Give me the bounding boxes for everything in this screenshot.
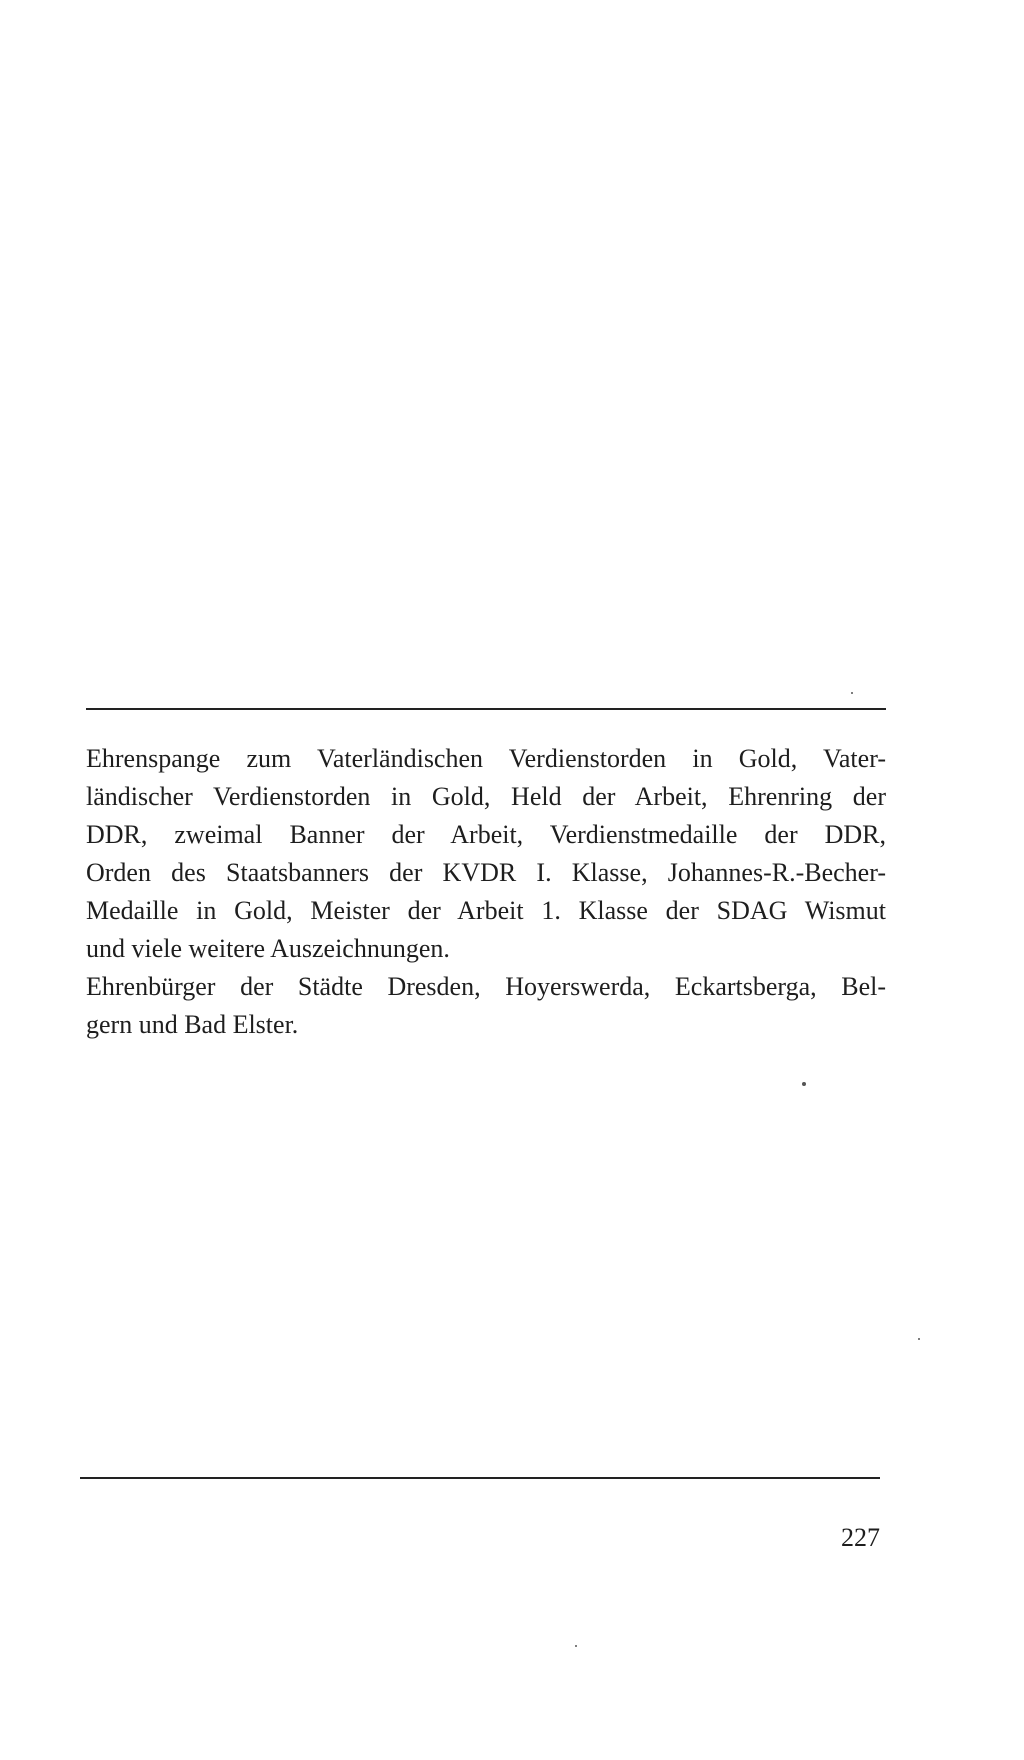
text-line: DDR, zweimal Banner der Arbeit, Verdienstmedaille der DDR,: [86, 820, 886, 849]
text-line: gern und Bad Elster.: [86, 1010, 299, 1039]
text-line: und viele weitere Auszeichnungen.: [86, 934, 450, 963]
scan-speck: [575, 1645, 577, 1647]
scan-speck: [802, 1082, 806, 1086]
top-rule: [86, 708, 886, 710]
body-text: [86, 740, 886, 1044]
text-line: ländischer Verdienstorden in Gold, Held der Arbeit, Ehrenring der: [86, 782, 886, 811]
text-line: Ehrenbürger der Städte Dresden, Hoyerswerda, Eckartsberga, Bel-: [86, 972, 886, 1001]
awards-paragraph: [86, 740, 886, 968]
scan-speck: [918, 1338, 920, 1340]
text-line: Ehrenspange zum Vaterländischen Verdienstorden in Gold, Vater-: [86, 744, 886, 773]
text-line: Medaille in Gold, Meister der Arbeit 1. Klasse der SDAG Wismut: [86, 896, 886, 925]
bottom-rule: [80, 1477, 880, 1479]
honorary-citizen-paragraph: [86, 968, 886, 1044]
page-number: 227: [841, 1523, 880, 1552]
scan-speck: [851, 692, 853, 694]
text-line: Orden des Staatsbanners der KVDR I. Klasse, Johannes-R.-Becher-: [86, 858, 886, 887]
